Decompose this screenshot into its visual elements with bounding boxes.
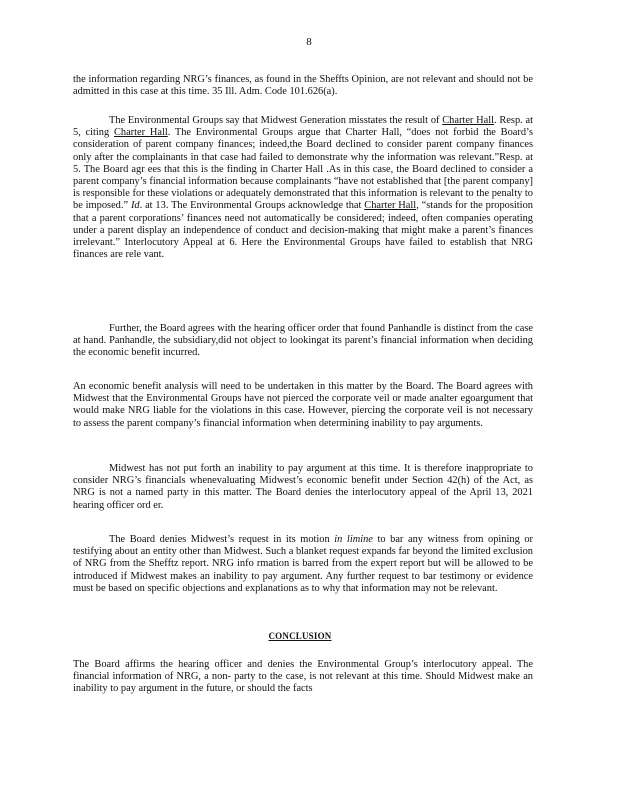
paragraph-motion-in-limine <box>73 534 533 595</box>
paragraph-text: The Board affirms the hearing officer and denies the Environmental Group’s interlocutory appeal. The financial information of NRG, a non- party to the case, is not relevant at this time. Should Midwest make an inability to pay argument in the future, or should the facts <box>73 659 533 695</box>
paragraph-text: An economic benefit analysis will need to be undertaken in this matter by the Board. The Board agrees with Midwest that the Environmental Groups have not pierced the corporate veil or made analter egoargument that would make NRG liable for the violations in this case. However, piercing the corporate veil is not necessary to assess the parent company’s financial information when determining inability to pay arguments. <box>73 381 533 429</box>
latin-term: in limine <box>334 534 373 545</box>
paragraph-text: the information regarding NRG’s finances, as found in the Sheffts Opinion, are not relevant and should not be admitted in this case at this time. 35 Ill. Adm. Code 101.626(a). <box>73 74 533 98</box>
text-run: . The Environmental Groups argue that Charter Hall, “does not forbid the Board’s consideration of parent company finances; indeed,the Board declined to consider parent company finances only after the complainants in that case had failed to demonstrate why the information was relevant.”Resp. at 5. The Board agr ees that this is the finding in Charter Hall .As in this case, the Board declined to consider a parent company’s financial information because complainants “have not established that [the parent company] is responsible for these violations or adequately demonstrated that this information is relevant to the penalty to be imposed.” <box>73 127 533 212</box>
text-run: The Board denies Midwest’s request in its motion <box>109 534 335 545</box>
text-run: . at 13. The Environmental Groups acknowledge that <box>139 200 365 212</box>
text-run: , “stands for the proposition that a parent corporations’ finances need not automatically be considered; indeed, often companies operating under a parent display an independence of conduct and decision-making that might make a parent’s finances irrelevant.” Interlocutory Appeal at 6. Here the Environmental Groups have failed to establish that NRG finances are rele vant. <box>73 200 533 261</box>
section-heading <box>0 630 618 642</box>
case-citation: Charter Hall <box>442 115 495 126</box>
text-run: to bar any witness from opining or testifying about an entity other than Midwest. Such a blanket request expands far beyond the limited exclusion of NRG from the Shefftz report. NRG info rmation is barred from the expert report but will be allowed to be introduced if Midwest makes an inability to pay argument. Any further request to bar testimony or evidence must be based on specific objections and explanations as to why that information may not be relevant. <box>73 534 533 594</box>
paragraph-text: Midwest has not put forth an inability to pay argument at this time. It is therefore inappropriate to consider NRG’s financials whenevaluating Midwest’s economic benefit under Section 42(h) of the Act, as NRG is not a named party in this matter. The Board denies the interlocutory appeal of the April 13, 2021 hearing officer ord er. <box>73 463 533 511</box>
page-number: 8 <box>306 36 312 48</box>
citation-id: Id <box>130 200 140 212</box>
text-run: The Environmental Groups say that Midwest Generation misstates the result of <box>109 115 443 126</box>
text-run: . Resp. at 5, citing <box>73 115 534 139</box>
case-citation: Charter Hall <box>364 200 417 212</box>
paragraph-charter-hall <box>73 115 533 261</box>
heading-text: CONCLUSION <box>268 631 332 641</box>
paragraph-inability-to-pay <box>73 463 533 512</box>
paragraph-panhandle <box>73 323 533 360</box>
paragraph-text: Further, the Board agrees with the hearing officer order that found Panhandle is distinct from the case at hand. Panhandle, the subsidiary,did not object to lookingat its parent’s financial information when deciding the economic benefit incurred. <box>73 323 533 359</box>
paragraph-continuation <box>73 74 533 98</box>
paragraph-text <box>73 115 533 261</box>
paragraph-conclusion <box>73 659 533 696</box>
paragraph-economic-benefit <box>73 381 533 430</box>
case-citation: Charter Hall <box>113 127 168 139</box>
paragraph-text <box>73 534 533 595</box>
